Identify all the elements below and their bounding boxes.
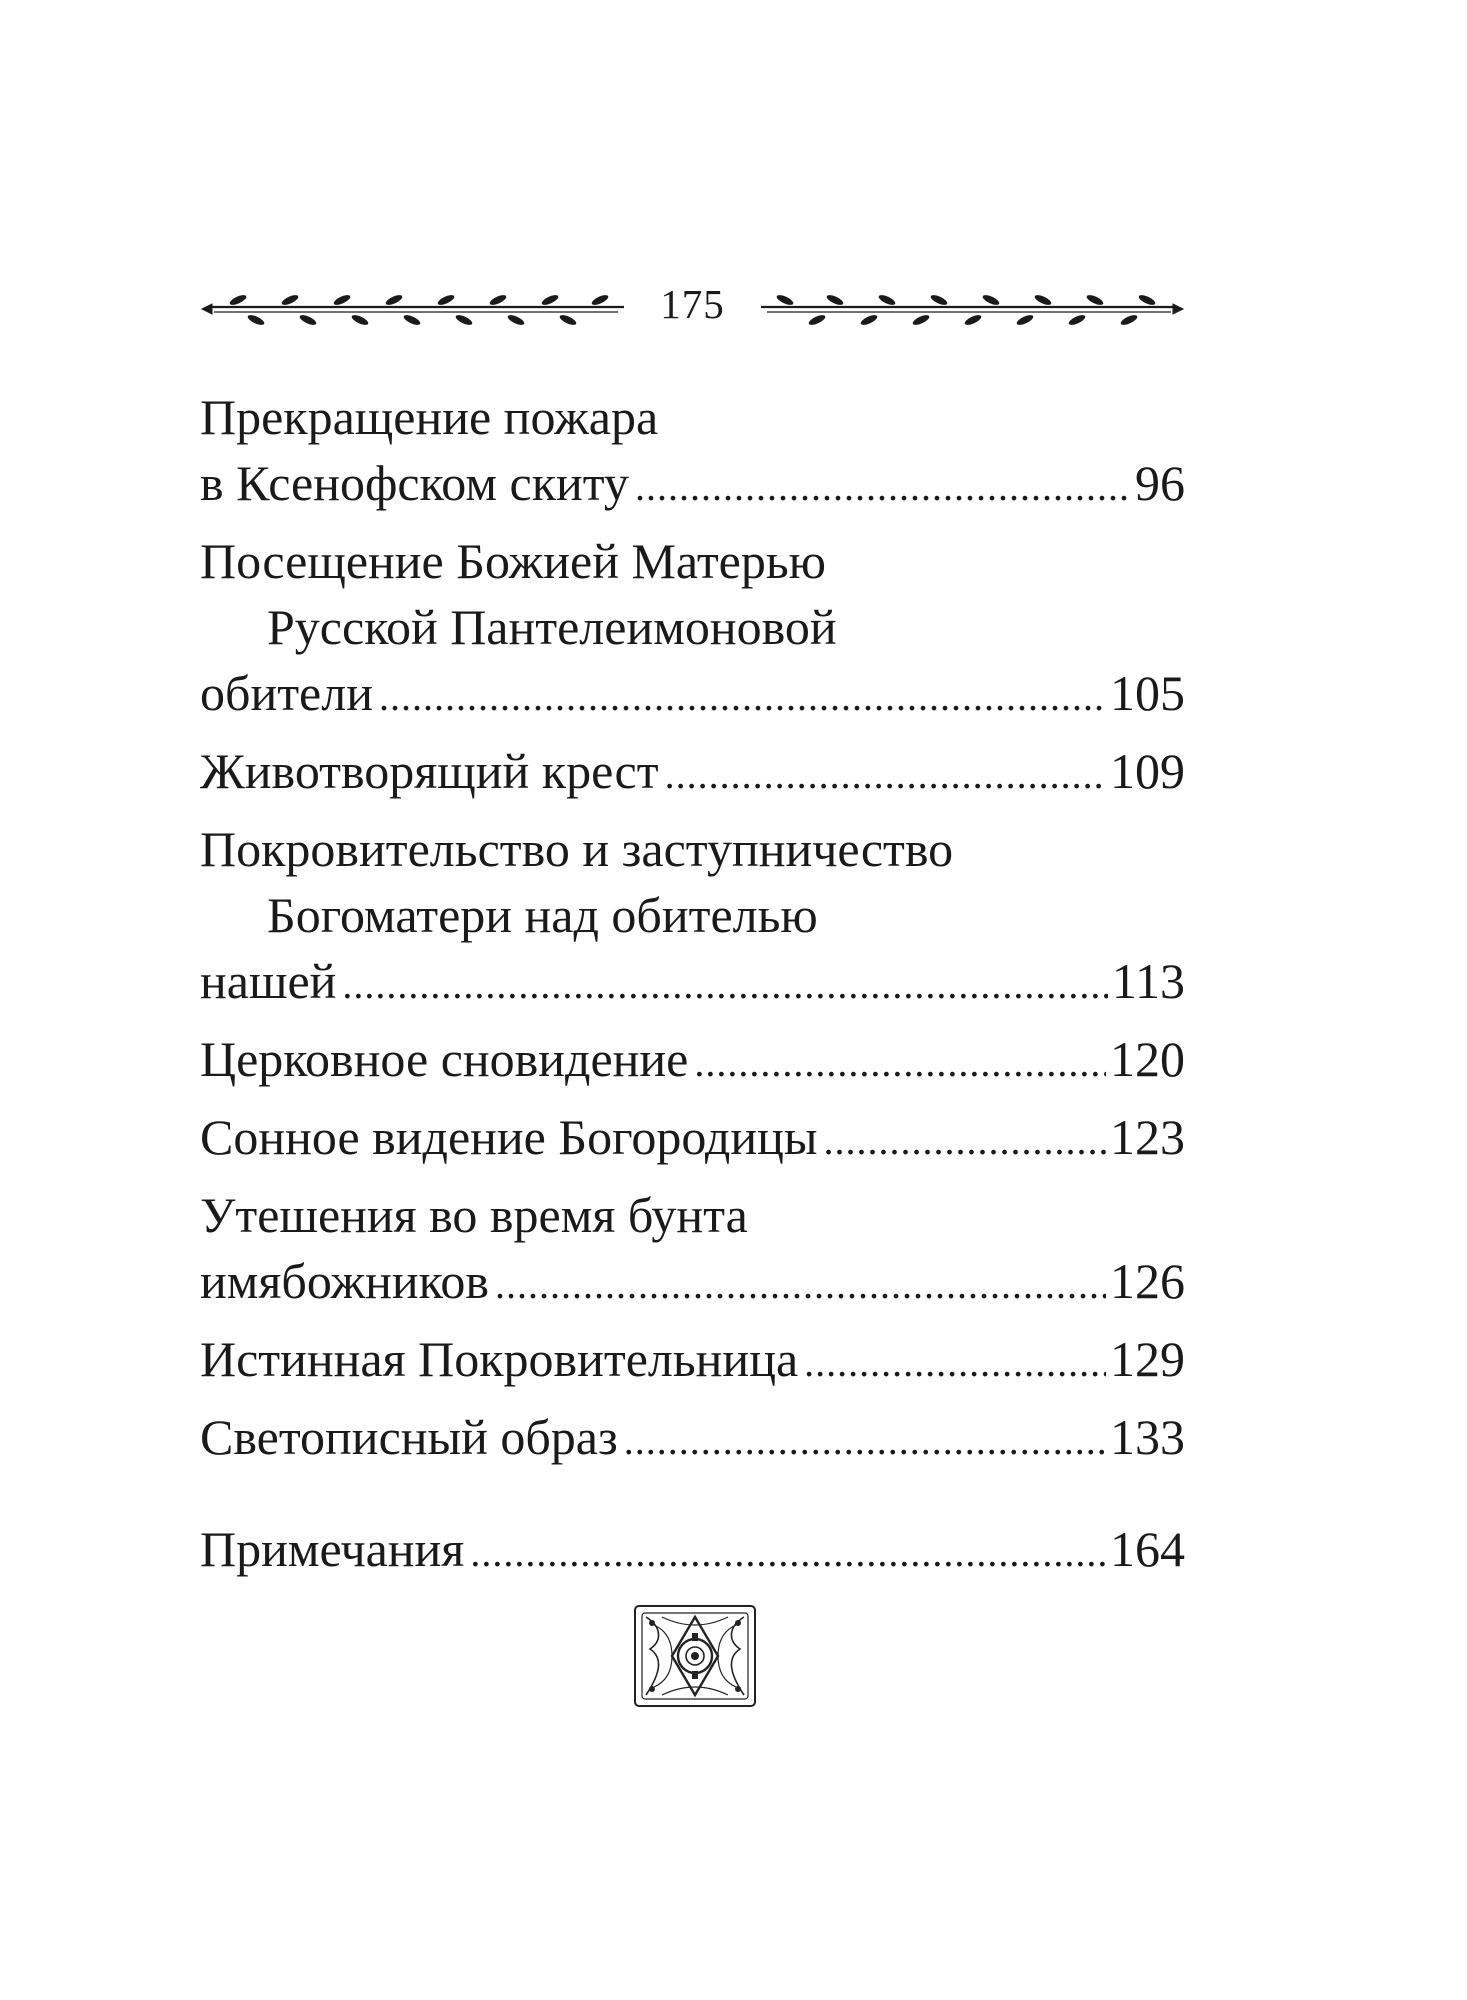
laurel-vine-ornament-icon [753,288,1185,330]
dot-leader [823,1108,1106,1174]
celtic-knot-emblem-icon [632,1603,758,1709]
toc-entry-title: Богоматери над обителью [267,887,818,943]
page-number: 175 [660,281,725,327]
dot-leader [470,1520,1106,1586]
toc-entry-page: 113 [1111,953,1185,1009]
toc-entry [200,1182,1185,1318]
dot-leader [665,742,1106,808]
toc-entry-title: в Ксенофском скиту [200,455,629,511]
toc-entry-title: нашей [200,953,337,1009]
dot-leader [342,952,1107,1018]
toc-entry [200,528,1185,730]
toc-entry-title: Прекращение пожара [200,389,659,445]
page-header [200,281,1185,332]
toc-entry-last-line [200,738,1185,808]
toc-entry-last-line [200,1404,1185,1474]
dot-leader [694,1030,1106,1096]
toc-entry-title: Истинная Покровительница [200,1331,799,1387]
toc-entry [200,738,1185,808]
toc-entry-title: Покровительство и заступничество [200,821,954,877]
dot-leader [804,1330,1106,1396]
toc-entry-title: Сонное видение Богородицы [200,1109,818,1165]
toc-entry-last-line [200,948,1185,1018]
toc-entry-line [200,816,1185,882]
toc-entry-title: обители [200,665,373,721]
toc-entry-last-line [200,450,1185,520]
toc-entry-page: 105 [1110,665,1185,721]
toc-entry-page: 120 [1110,1031,1185,1087]
toc-entry [200,1404,1185,1474]
toc-entry-line [200,1182,1185,1248]
toc-entry-page: 123 [1110,1109,1185,1165]
toc-entry [200,384,1185,520]
toc-entry-line [200,384,1185,450]
toc-entry [200,1326,1185,1396]
toc-entry-last-line [200,660,1185,730]
toc-entry-title: Примечания [200,1521,465,1577]
toc-entry-last-line [200,1516,1185,1586]
toc-entry-last-line [200,1104,1185,1174]
toc-entry-line [200,594,1185,660]
toc-entry-title: имябожников [200,1253,490,1309]
toc-entry-last-line [200,1026,1185,1096]
toc-entry-title: Церковное сновидение [200,1031,689,1087]
toc-entry-line [200,528,1185,594]
toc-entry-last-line [200,1248,1185,1318]
toc-entry-page: 129 [1110,1331,1185,1387]
toc-entry-title: Русской Пантелеимоновой [267,599,837,655]
toc-entry-title: Животворящий крест [200,743,659,799]
dot-leader [635,454,1131,520]
table-of-contents [200,384,1185,1594]
dot-leader [379,664,1106,730]
toc-entry-line [200,882,1185,948]
toc-entry-title: Утешения во время бунта [200,1187,748,1243]
dot-leader [624,1408,1106,1474]
toc-entry-page: 126 [1110,1253,1185,1309]
toc-entry-page: 133 [1110,1409,1185,1465]
toc-entry [200,1516,1185,1586]
toc-entry-page: 109 [1110,743,1185,799]
toc-entry [200,816,1185,1018]
dot-leader [495,1252,1106,1318]
toc-entry-last-line [200,1326,1185,1396]
toc-entry [200,1026,1185,1096]
toc-entry [200,1104,1185,1174]
toc-entry-title: Светописный образ [200,1409,618,1465]
toc-entry-page: 164 [1110,1521,1185,1577]
toc-entry-page: 96 [1135,455,1185,511]
toc-entry-title: Посещение Божией Матерью [200,533,827,589]
